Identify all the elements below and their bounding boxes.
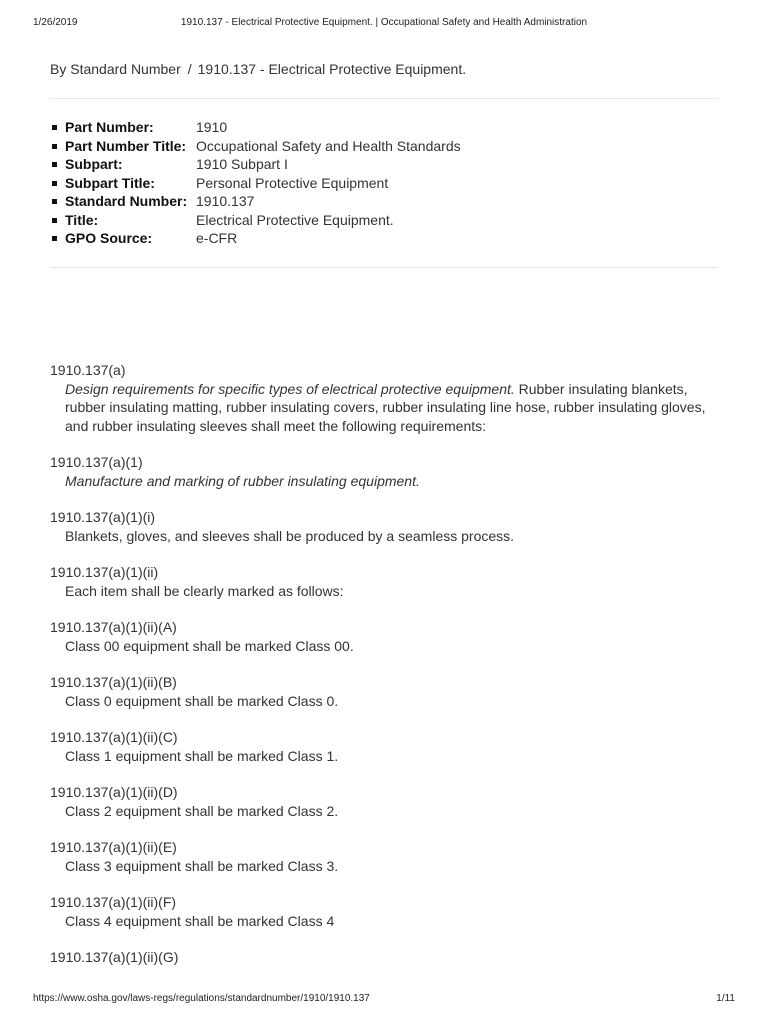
- section-text: [50, 527, 730, 546]
- print-date: 1/26/2019: [33, 17, 78, 28]
- section-number: 1910.137(a)(1)(ii)(E): [50, 839, 177, 855]
- bullet-icon: [52, 162, 57, 167]
- section-number: 1910.137(a)(1)(i): [50, 509, 156, 525]
- metadata-value: 1910: [196, 119, 228, 135]
- breadcrumb-current: 1910.137 - Electrical Protective Equipment.: [197, 61, 467, 77]
- section-number: 1910.137(a)(1)(ii): [50, 564, 159, 580]
- section-body: Blankets, gloves, and sleeves shall be produced by a seamless process.: [65, 527, 515, 544]
- print-footer: [33, 993, 735, 1007]
- section-heading: Design requirements for specific types of electrical protective equipment.: [65, 380, 515, 397]
- metadata-value: Personal Protective Equipment: [196, 174, 389, 191]
- metadata-label: Standard Number:: [65, 193, 188, 209]
- section-number: 1910.137(a)(1)(ii)(D): [50, 784, 178, 800]
- metadata-label: Part Number Title:: [65, 137, 187, 154]
- regulation-section: [50, 453, 730, 490]
- gpo-source-link[interactable]: e-CFR: [196, 230, 238, 246]
- section-heading: Manufacture and marking of rubber insulating equipment.: [65, 472, 420, 489]
- section-text: [50, 802, 730, 821]
- regulation-section: [50, 948, 730, 967]
- section-text: [50, 472, 730, 491]
- regulation-section: [50, 508, 730, 545]
- bullet-icon: [52, 181, 57, 186]
- metadata-value: 1910 Subpart I: [196, 156, 288, 172]
- section-number: 1910.137(a)(1)(ii)(A): [50, 619, 177, 635]
- section-number: 1910.137(a)(1): [50, 454, 143, 470]
- metadata-label: Subpart:: [65, 156, 123, 172]
- metadata-label: Part Number:: [65, 119, 154, 135]
- divider: [50, 267, 718, 268]
- section-body: Class 0 equipment shall be marked Class 0.: [65, 692, 339, 709]
- section-text: [50, 637, 730, 656]
- regulation-section: [50, 618, 730, 655]
- metadata-label: GPO Source:: [65, 230, 153, 246]
- regulation-text: [50, 361, 730, 985]
- section-text: [50, 692, 730, 711]
- regulation-section: [50, 673, 730, 710]
- regulation-section: [50, 838, 730, 875]
- page-number: 1/11: [716, 993, 735, 1004]
- section-number: 1910.137(a): [50, 362, 126, 378]
- section-number: 1910.137(a)(1)(ii)(G): [50, 949, 179, 965]
- bullet-icon: [52, 199, 57, 204]
- metadata-value: Occupational Safety and Health Standards: [196, 137, 461, 154]
- breadcrumb-separator: /: [187, 61, 192, 77]
- metadata-value: 1910.137: [196, 193, 255, 209]
- regulation-section: [50, 563, 730, 600]
- section-text: [50, 747, 730, 766]
- print-header: [33, 17, 735, 31]
- section-body: Class 2 equipment shall be marked Class 2.: [65, 802, 339, 819]
- section-body: Class 3 equipment shall be marked Class 3.: [65, 857, 339, 874]
- section-text: [50, 582, 730, 601]
- metadata-value: Electrical Protective Equipment.: [196, 211, 394, 228]
- metadata-label: Subpart Title:: [65, 174, 155, 191]
- breadcrumb: [50, 61, 466, 77]
- section-number: 1910.137(a)(1)(ii)(B): [50, 674, 177, 690]
- bullet-icon: [52, 125, 57, 130]
- divider: [50, 98, 718, 99]
- bullet-icon: [52, 144, 57, 149]
- bullet-icon: [52, 236, 57, 241]
- regulation-section: [50, 361, 730, 435]
- print-page-title: 1910.137 - Electrical Protective Equipment. | Occupational Safety and Health Administration: [180, 17, 588, 28]
- section-text: [50, 857, 730, 876]
- section-body: Rubber insulating blankets, rubber insulating matting, rubber insulating covers, rubber insulating line hose, rubber insulating gloves, and rubber insulating sleeves shall meet the following requirements:: [65, 380, 706, 434]
- print-url: https://www.osha.gov/laws-regs/regulations/standardnumber/1910/1910.137: [33, 993, 370, 1004]
- metadata-label: Title:: [65, 211, 99, 228]
- section-body: Class 4 equipment shall be marked Class 4: [65, 912, 335, 929]
- section-body: Each item shall be clearly marked as follows:: [65, 582, 344, 599]
- regulation-section: [50, 728, 730, 765]
- breadcrumb-link-by-standard-number[interactable]: By Standard Number: [50, 61, 181, 77]
- section-body: Class 1 equipment shall be marked Class 1.: [65, 747, 339, 764]
- section-text: [50, 380, 730, 436]
- section-text: [50, 912, 730, 931]
- section-number: 1910.137(a)(1)(ii)(F): [50, 894, 177, 910]
- regulation-section: [50, 783, 730, 820]
- bullet-icon: [52, 218, 57, 223]
- section-body: Class 00 equipment shall be marked Class 00.: [65, 637, 354, 654]
- section-number: 1910.137(a)(1)(ii)(C): [50, 729, 178, 745]
- regulation-section: [50, 893, 730, 930]
